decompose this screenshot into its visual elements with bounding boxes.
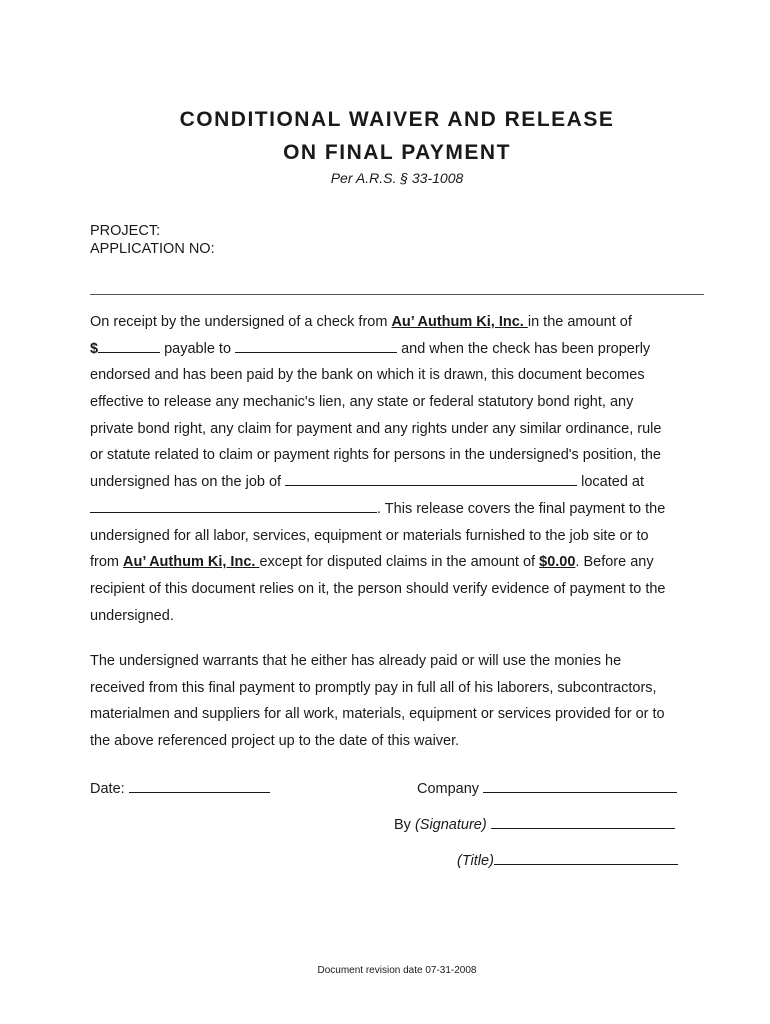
paragraph-line bbox=[90, 496, 710, 523]
signature-field bbox=[394, 813, 675, 833]
job-name-blank[interactable] bbox=[285, 470, 577, 486]
paragraph-line bbox=[90, 549, 710, 576]
title-label: (Title) bbox=[457, 853, 494, 869]
paragraph-line: undersigned. bbox=[90, 607, 174, 624]
title-blank[interactable] bbox=[494, 849, 678, 865]
text-segment: and when the check has been properly bbox=[397, 340, 651, 357]
paragraph-line: the above referenced project up to the date of this waiver. bbox=[90, 733, 460, 750]
horizontal-rule bbox=[90, 294, 704, 295]
payer-company-name: Au’ Authum Ki, Inc. bbox=[123, 554, 260, 571]
paragraph-line: materialmen and suppliers for all work, materials, equipment or services provided for or to bbox=[90, 706, 665, 723]
revision-footer: Document revision date 07-31-2008 bbox=[317, 965, 477, 976]
paragraph-line: private bond right, any claim for payment and any rights under any similar ordinance, rule bbox=[90, 420, 662, 437]
text-segment: undersigned has on the job of bbox=[90, 474, 286, 491]
signature-label: (Signature) bbox=[414, 817, 487, 833]
paragraph-line: undersigned for all labor, services, equipment or materials furnished to the job site or to bbox=[90, 527, 649, 544]
release-paragraph bbox=[90, 309, 710, 629]
warranty-paragraph bbox=[90, 648, 710, 755]
paragraph-line: endorsed and has been paid by the bank on which it is drawn, this document becomes bbox=[90, 367, 645, 384]
date-label: Date: bbox=[90, 781, 129, 797]
text-segment: payable to bbox=[160, 340, 236, 357]
payee-blank[interactable] bbox=[235, 337, 397, 353]
dollar-sign: $ bbox=[90, 340, 99, 357]
document-title-line1: CONDITIONAL WAIVER AND RELEASE bbox=[179, 108, 615, 131]
amount-blank[interactable] bbox=[98, 337, 160, 353]
paragraph-line: effective to release any mechanic's lien, any state or federal statutory bond right, any bbox=[90, 394, 634, 411]
title-field bbox=[457, 849, 678, 869]
project-label: PROJECT: bbox=[90, 223, 161, 239]
paragraph-line bbox=[90, 309, 710, 336]
text-segment: located at bbox=[577, 474, 645, 491]
text-segment: . This release covers the final payment to the bbox=[377, 500, 666, 517]
text-segment: in the amount of bbox=[527, 314, 632, 330]
paragraph-line: recipient of this document relies on it, the person should verify evidence of payment to the bbox=[90, 580, 666, 597]
text-segment: except for disputed claims in the amount of bbox=[259, 554, 540, 571]
document-title-line2: ON FINAL PAYMENT bbox=[283, 141, 511, 164]
date-field bbox=[90, 777, 270, 797]
paragraph-line bbox=[90, 469, 710, 496]
paragraph-line bbox=[90, 336, 710, 363]
text-segment: . Before any bbox=[575, 554, 654, 571]
company-field bbox=[417, 777, 677, 797]
application-no-label: APPLICATION NO: bbox=[90, 241, 215, 257]
payer-company-name: Au’ Authum Ki, Inc. bbox=[391, 314, 528, 330]
company-blank[interactable] bbox=[483, 777, 677, 793]
job-location-blank[interactable] bbox=[90, 497, 377, 513]
company-label: Company bbox=[417, 781, 484, 797]
paragraph-line: The undersigned warrants that he either has already paid or will use the monies he bbox=[90, 653, 622, 669]
by-label: By bbox=[394, 817, 415, 833]
text-segment: On receipt by the undersigned of a check from bbox=[90, 314, 392, 330]
paragraph-line: received from this final payment to promptly pay in full all of his laborers, subcontractors, bbox=[90, 679, 657, 696]
paragraph-line: or statute related to claim or payment rights for persons in the undersigned's position, the bbox=[90, 447, 661, 464]
disputed-amount: $0.00 bbox=[539, 554, 576, 571]
statute-reference: Per A.R.S. § 33-1008 bbox=[330, 170, 464, 186]
text-segment: from bbox=[90, 554, 124, 571]
date-blank[interactable] bbox=[129, 777, 270, 793]
signature-blank[interactable] bbox=[491, 813, 675, 829]
